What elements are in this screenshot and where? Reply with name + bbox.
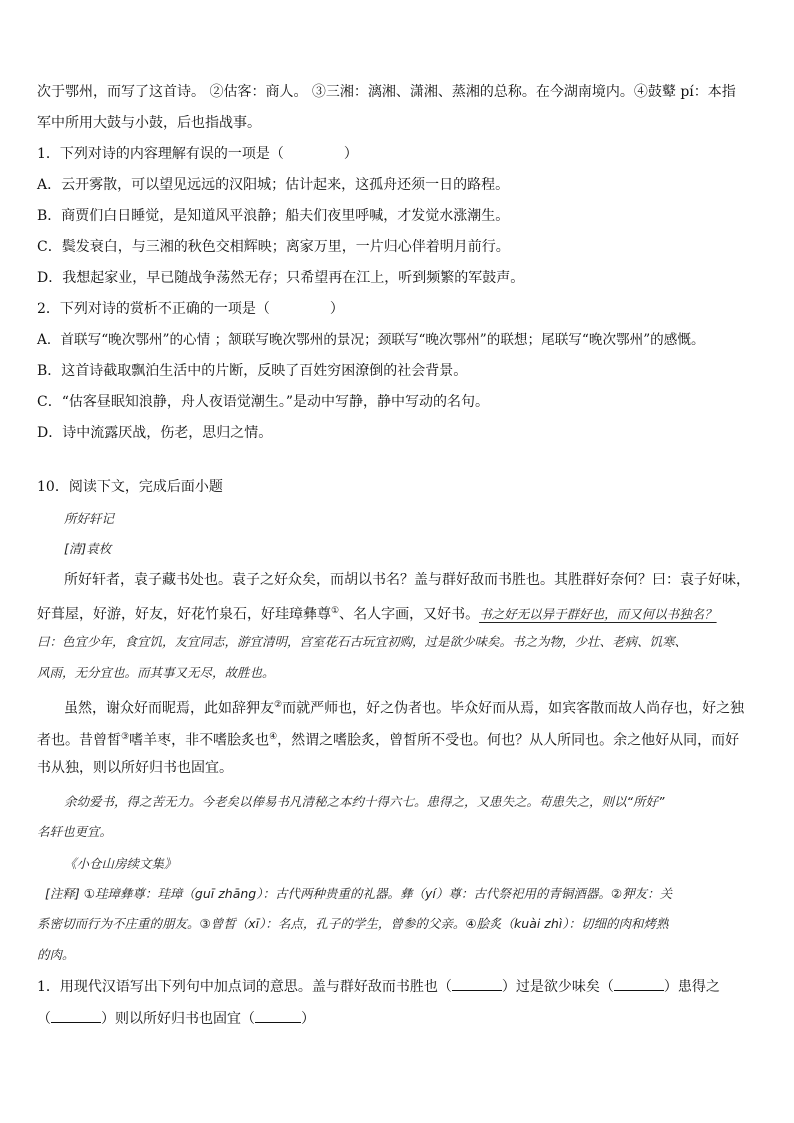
question-10-heading: 10．阅读下文，完成后面小题 xyxy=(37,479,223,495)
question-2-option-a: A．首联写“晚次鄂州”的心情 ；颔联写晚次鄂州的景况；颈联写“晚次鄂州”的联想；尾联写“晚次鄂州”的感慨。 xyxy=(37,332,705,348)
essay-p2-line-2-text-c: ，然谓之嗜脍炙，曾皙所不受也。何也？从人所同也。余之他好从同，而好 xyxy=(277,732,740,749)
question-2-option-c: C．“估客昼眠知浪静，舟人夜语觉潮生。”是动中写静，静中写动的名句。 xyxy=(37,394,490,410)
question-10-1-text-c: ）患得之 xyxy=(663,979,720,995)
essay-p2-line-1 xyxy=(64,695,744,719)
essay-p1-line-2-text: 好葺屋，好游，好友，好花竹泉石，好珪璋彝尊 xyxy=(37,606,331,623)
footnote-marker: ① xyxy=(331,606,340,616)
answer-blank[interactable] xyxy=(255,1008,301,1023)
question-10-1-text-a: 1．用现代汉语写出下列句中加点词的意思。盖与群好敌而书胜也（ xyxy=(37,979,452,995)
question-1-option-a: A．云开雾散，可以望见远远的汉阳城；估计起来，这孤舟还须一日的路程。 xyxy=(37,177,510,193)
question-1-option-b: B．商贾们白日睡觉，是知道风平浪静；船夫们夜里呼喊，才发觉水涨潮生。 xyxy=(37,208,510,224)
essay-p2-line-2-text-b: 嗜羊枣，非不嗜脍炙也 xyxy=(129,732,270,749)
essay-p2-line-2 xyxy=(37,727,739,751)
question-1-stem-close: ） xyxy=(343,146,358,162)
intro-line-2: 军中所用大鼓与小鼓，后也指战事。 xyxy=(37,115,261,131)
question-2-stem-text: 2．下列对诗的赏析不正确的一项是（ xyxy=(37,301,270,317)
essay-p1-line-1: 所好轩者，袁子藏书处也。袁子之好众矣，而胡以书名？盖与群好敌而书胜也。其胜群好奈何？曰：袁子好味， xyxy=(64,572,750,588)
essay-p2-line-3: 书从独，则以所好归书也固宜。 xyxy=(37,760,233,776)
essay-p1-line-4: 风雨，无分宜也。而其事又无尽，故胜也。 xyxy=(37,665,275,680)
essay-author: [清]袁枚 xyxy=(64,541,112,556)
underlined-sentence: 书之好无以异于群好也，而又何以书独名？ xyxy=(479,606,717,622)
annotation-line-1: [注释] ①珪璋彝尊：珪璋（guī zhāng）：古代两种贵重的礼器。彝（yí）尊：古代祭祀用的青铜酒器。②狎友：关 xyxy=(45,886,673,901)
question-1-stem xyxy=(37,144,358,164)
question-2-option-d: D．诗中流露厌战，伤老，思归之情。 xyxy=(37,425,273,441)
essay-p1-line-2-text-b: 、名人字画，又好书。 xyxy=(339,606,480,623)
annotation-line-2: 系密切而行为不庄重的朋友。③曾皙（xī）：名点，孔子的学生，曾参的父亲。④脍炙（kuài zhì）：切细的肉和烤熟 xyxy=(37,916,669,931)
essay-p3-line-1: 余幼爱书，得之苦无力。今老矣以俸易书凡清秘之本约十得六七。患得之，又患失之。苟患失之，则以“所好” xyxy=(64,794,665,809)
question-10-1-text-b: ）过是欲少味矣（ xyxy=(501,979,614,995)
question-10-1-text-e: ）则以所好归书也固宜（ xyxy=(101,1011,255,1027)
answer-blank[interactable] xyxy=(452,976,502,991)
essay-p2-line-1-text: 虽然，谢众好而昵焉，此如辞狎友 xyxy=(64,700,274,717)
question-1-stem-text: 1．下列对诗的内容理解有误的一项是（ xyxy=(37,146,284,162)
essay-source: 《小仓山房续文集》 xyxy=(64,856,177,871)
question-10-1-line-2 xyxy=(37,1008,315,1029)
question-2-option-b: B．这首诗截取飘泊生活中的片断，反映了百姓穷困潦倒的社会背景。 xyxy=(37,363,468,379)
question-2-stem-close: ） xyxy=(329,301,344,317)
intro-line-1: 次于鄂州，而写了这首诗。 ②估客：商人。 ③三湘：漓湘、潇湘、蒸湘的总称。在今湖南境内。④鼓鼙 pí：本指 xyxy=(37,84,736,100)
question-1-option-d: D．我想起家业，早已随战争荡然无存；只希望再在江上，听到频繁的军鼓声。 xyxy=(37,270,525,286)
footnote-marker: ④ xyxy=(269,732,278,742)
essay-p3-line-2: 名轩也更宜。 xyxy=(37,824,113,839)
answer-blank[interactable] xyxy=(614,976,664,991)
essay-p1-line-3: 曰：色宜少年，食宜饥，友宜同志，游宜清明，宫室花石古玩宜初购，过是欲少味矣。书之为物，少壮、老病、饥寒、 xyxy=(37,634,688,649)
annotation-line-3: 的肉。 xyxy=(37,947,75,962)
question-2-stem xyxy=(37,299,344,319)
question-10-1-text-d: （ xyxy=(37,1011,51,1027)
question-10-1-text-f: ） xyxy=(301,1011,315,1027)
essay-p2-line-2-text: 者也。昔曾皙 xyxy=(37,732,121,749)
footnote-marker: ② xyxy=(274,700,283,710)
answer-blank[interactable] xyxy=(51,1008,101,1023)
question-10-1-line-1 xyxy=(37,976,720,997)
essay-p1-line-2 xyxy=(37,601,717,625)
essay-title: 所好轩记 xyxy=(64,511,115,526)
footnote-marker: ③ xyxy=(121,732,130,742)
essay-p2-line-1-text-b: 而就严师也，好之伪者也。毕众好而从焉，如宾客散而故人尚存也，好之独 xyxy=(282,700,745,717)
question-1-option-c: C．鬓发衰白，与三湘的秋色交相辉映；离家万里，一片归心伴着明月前行。 xyxy=(37,239,510,255)
